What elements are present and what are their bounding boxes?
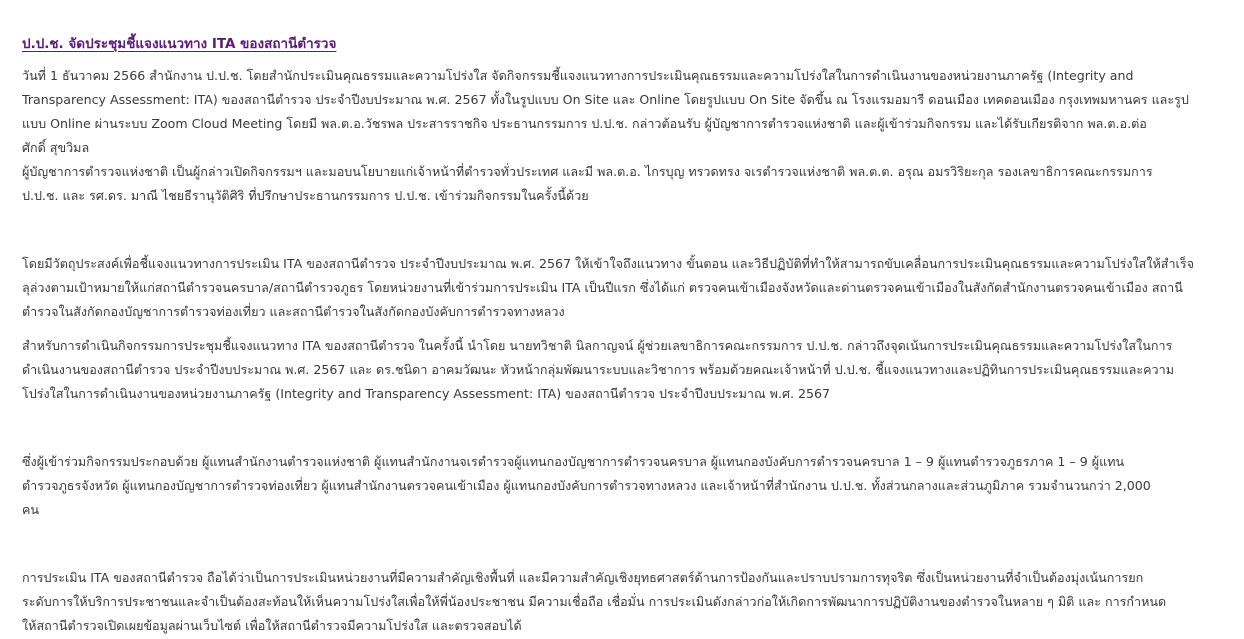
article-paragraph-4 [22, 334, 1222, 406]
paragraph-line: Transparency Assessment: ITA) ของสถานีตำรวจ ประจำปีงบประมาณ พ.ศ. 2567 ทั้งในรูปแบบ On Site และ Online โดยรูปแบบ On Site จัดขึ้น ณ โรงแรมอมารี ดอนเมือง เทคดอนเมือง กรุงเทพมหานคร และรูป [22, 92, 1189, 107]
paragraph-line: ลุล่วงตามเป้าหมายให้แก่สถานีตำรวจนครบาล/สถานีตำรวจภูธร โดยหน่วยงานที่เข้าร่วมการประเมิน ITA เป็นปีแรก ซึ่งได้แก่ ตรวจคนเข้าเมืองจังหวัดและด่านตรวจคนเข้าเมืองในสังกัดสำนักงานตรวจคนเข้าเมือง สถานี [22, 280, 1183, 295]
article-paragraph-5 [22, 450, 1222, 522]
paragraph-line: โปร่งใสในการดำเนินงานของหน่วยงานภาครัฐ (Integrity and Transparency Assessment: ITA) ของสถานีตำรวจ ประจำปีงบประมาณ พ.ศ. 2567 [22, 386, 830, 401]
article-title[interactable]: ป.ป.ช. จัดประชุมชี้แจงแนวทาง ITA ของสถานีตำรวจ [22, 36, 337, 52]
article-paragraph-1 [22, 64, 1222, 160]
paragraph-line: ซึ่งผู้เข้าร่วมกิจกรรมประกอบด้วย ผู้แทนสำนักงานตำรวจแห่งชาติ ผู้แทนสำนักงานจเรตำรวจผู้แทนกองบัญชาการตำรวจนครบาล ผู้แทนกองบังคับการตำรวจนครบาล 1 – 9 ผู้แทนตำรวจภูธรภาค 1 – 9 ผู้แทน [22, 454, 1125, 469]
paragraph-line: คน [22, 502, 40, 517]
paragraph-line: ระดับการให้บริการประชาชนและจำเป็นต้องสะท้อนให้เห็นความโปร่งใสเพื่อให้พี่น้องประชาชน มีความเชื่อถือ เชื่อมั่น การประเมินดังกล่าวก่อให้เกิดการพัฒนาการปฏิบัติงานของตำรวจในหลาย ๆ มิติ และ การกำหนด [22, 594, 1167, 609]
paragraph-line: ให้สถานีตำรวจเปิดเผยข้อมูลผ่านเว็บไซต์ เพื่อให้สถานีตำรวจมีความโปร่งใส และตรวจสอบได้ [22, 618, 522, 633]
paragraph-line: สำหรับการดำเนินกิจกรรมการประชุมชี้แจงแนวทาง ITA ของสถานีตำรวจ ในครั้งนี้ นำโดย นายทวิชาติ นิลกาญจน์ ผู้ช่วยเลขาธิการคณะกรรมการ ป.ป.ช. กล่าวถึงจุดเน้นการประเมินคุณธรรมและความโปร่งใสในการ [22, 338, 1173, 353]
article-paragraph-3 [22, 252, 1222, 324]
paragraph-line: วันที่ 1 ธันวาคม 2566 สำนักงาน ป.ป.ช. โดยสำนักประเมินคุณธรรมและความโปร่งใส จัดกิจกรรมชี้แจงแนวทางการประเมินคุณธรรมและความโปร่งใสในการดำเนินงานของหน่วยงานภาครัฐ (Integrity and [22, 68, 1134, 83]
paragraph-line: ผู้บัญชาการตำรวจแห่งชาติ เป็นผู้กล่าวเปิดกิจกรรมฯ และมอบนโยบายแก่เจ้าหน้าที่ตำรวจทั่วประเทศ และมี พล.ต.อ. ไกรบุญ ทรวดทรง จเรตำรวจแห่งชาติ พล.ต.ต. อรุณ อมรวิริยะกุล รองเลขาธิการคณะกรรมการ [22, 164, 1153, 179]
article-paragraph-6 [22, 566, 1222, 638]
paragraph-line: ตำรวจในสังกัดกองบัญชาการตำรวจท่องเที่ยว และสถานีตำรวจในสังกัดกองบังคับการตำรวจทางหลวง [22, 304, 565, 319]
article-paragraph-2 [22, 160, 1222, 208]
paragraph-line: ป.ป.ช. และ รศ.ดร. มาณี ไชยธีรานุวัติศิริ ที่ปรึกษาประธานกรรมการ ป.ป.ช. เข้าร่วมกิจกรรมในครั้งนี้ด้วย [22, 188, 589, 203]
paragraph-line: การประเมิน ITA ของสถานีตำรวจ ถือได้ว่าเป็นการประเมินหน่วยงานที่มีความสำคัญเชิงพื้นที่ และมีความสำคัญเชิงยุทธศาสตร์ด้านการป้องกันและปราบปรามการทุจริต ซึ่งเป็นหน่วยงานที่จำเป็นต้องมุ่งเน้นการยก [22, 570, 1144, 585]
paragraph-line: ศักดิ์ สุขวิมล [22, 140, 90, 155]
paragraph-line: โดยมีวัตถุประสงค์เพื่อชี้แจงแนวทางการประเมิน ITA ของสถานีตำรวจ ประจำปีงบประมาณ พ.ศ. 2567 ให้เข้าใจถึงแนวทาง ขั้นตอน และวิธีปฏิบัติที่ทำให้สามารถขับเคลื่อนการประเมินคุณธรรมและความโปร่งใสให้สำเร็จ [22, 256, 1194, 271]
paragraph-line: ดำเนินงานของสถานีตำรวจ ประจำปีงบประมาณ พ.ศ. 2567 และ ดร.ชนิดา อาคมวัฒนะ หัวหน้ากลุ่มพัฒนาระบบและวิชาการ พร้อมด้วยคณะเจ้าหน้าที่ ป.ป.ช. ชี้แจงแนวทางและปฏิทินการประเมินคุณธรรมและความ [22, 362, 1174, 377]
paragraph-line: แบบ Online ผ่านระบบ Zoom Cloud Meeting โดยมี พล.ต.อ.วัชรพล ประสารราชกิจ ประธานกรรมการ ป.ป.ช. กล่าวต้อนรับ ผู้บัญชาการตำรวจแห่งชาติ และผู้เข้าร่วมกิจกรรม และได้รับเกียรติจาก พล.ต.อ.ต่อ [22, 116, 1147, 131]
paragraph-line: ตำรวจภูธรจังหวัด ผู้แทนกองบัญชาการตำรวจท่องเที่ยว ผู้แทนสำนักงานตรวจคนเข้าเมือง ผู้แทนกองบังคับการตำรวจทางหลวง และเจ้าหน้าที่สำนักงาน ป.ป.ช. ทั้งส่วนกลางและส่วนภูมิภาค รวมจำนวนกว่า 2,000 [22, 478, 1151, 493]
